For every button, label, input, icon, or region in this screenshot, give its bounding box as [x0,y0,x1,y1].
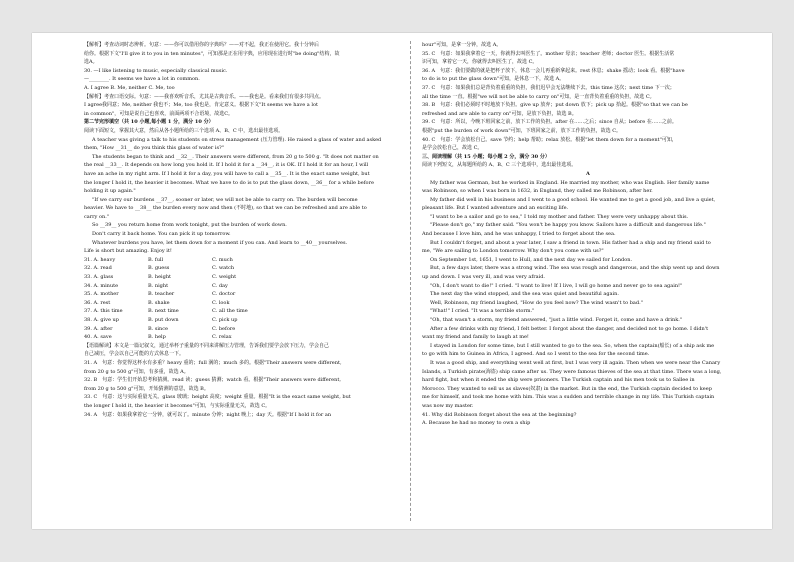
left-column-line: in common"，可知是说自己也喜欢，前面两项不合语境，故选C。 [84,110,234,117]
option-row [84,299,398,308]
option-choice: B. put down [148,317,179,323]
left-explanation-block [84,342,398,419]
option-choice: C. pick up [212,317,238,323]
option-choice: B. help [148,334,166,341]
option-choice: C. day [212,282,228,289]
right-column-line: 35. C 句意：如果我拿着它一天，你就得去叫医生了。mother 母亲；teacher 老师；doctor 医生。根据生活常 [422,50,675,57]
option-row [84,307,398,316]
option-choice: B. full [148,256,164,263]
right-column-line: I stayed in London for some time, but I still wanted to go to the sea. So, when the captain(船长) of a ship ask me [430,342,715,349]
right-column-line: "Oh, I don't want to die!" I cried. "I want to live! If I live, I will go home and never go to sea again!" [430,282,683,289]
option-row [84,273,398,282]
option-choice: C. doctor [212,291,236,298]
left-column-line: 给你。根据下文"I'll give it to you in ten minutes"，可知那是正在用字典，应用现在进行时"be doing"结构，故 [84,50,340,57]
right-column-line: On September 1st, 1651, I went to Hull, and the next day we sailed for London. [430,256,633,263]
right-column-line: My father did well in his business and I went to a good school. He wanted me to get a good job, and live a quiet, [430,196,716,203]
right-column-line: My father was German, but he worked in England. He married my mother, who was English. Her family name [430,179,710,186]
option-choice: 36. A. rest [84,299,111,306]
right-column-line: "Please don't go," my father said. "You won't be happy you know. Sailors have a difficult and dangerous life." [430,222,706,229]
option-choice: C. all the time [212,308,248,315]
option-row [84,290,398,299]
left-column-line: Don't carry it back home. You can pick it up tomorrow. [92,231,231,238]
explanation-line: from 20 g to 500 g"可知，开始猜测的意思，故选 B。 [84,385,209,392]
left-column-line: A. I agree B. Me, neither C. Me, too [84,84,175,91]
option-choice: 40. A. save [84,334,112,341]
right-column-line: 是学会放松自己，故选 C。 [422,145,483,152]
right-column-line: was now my master. [422,402,474,409]
explanation-line: 【语篇解读】本文是一篇记叙文，通过举杯子重量的不同来讲解压力管理，告诉我们要学会放下压力，学会自己 [84,342,330,349]
left-column [84,41,398,523]
option-choice: C. watch [212,265,235,272]
right-column-line: 根据"put the burden of work down"可知，下班回家之前，放下工作的负担，故选 C。 [422,127,622,134]
explanation-line: 32. B 句意：学生们开始思考和猜测。read 读；guess 猜测；watch 看。根据"Their answers were different, [84,377,341,384]
left-column-line: them, "How __31__ do you think this glass of water is?" [84,145,225,152]
left-column-line: 选A。 [84,59,98,66]
explanation-line: 31. A 句意：你觉得这杯水有多重？heavy 重的；full 满的；much 多的。根据"Their answers were different, [84,359,342,366]
right-column-line: 阅读下列短文，从每题所给的 A、B、C 三个选项中，选出最佳选项。 [422,162,577,169]
left-column-line: "If we carry our burdens __37__, sooner or later, we will not be able to carry on. The burden will become [92,196,358,203]
right-column-line: "I want to be a sailor and go to sea," I told my mother and father. They were very unhappy about this. [430,213,689,220]
right-column-line: After a few drinks with my friend, I felt better. I forgot about the danger, and decided not to go home. I didn't [430,325,709,332]
option-row [84,325,398,334]
right-column-line: 40. C 句意：学会放松自己。save 节约；help 帮助；relax 放松。根据"let them down for a moment"可知， [422,136,677,143]
right-column-line: me for himself, and took me home with him. This was a sudden and terrible change in my life. This Turkish captain [422,394,715,401]
left-column-line: holding it up again." [84,188,136,195]
right-column-line: hour"可知，是拿一分钟，故选 A。 [422,42,502,48]
options-table [84,256,398,342]
right-column-line: But I couldn't forget, and about a year later, I saw a friend in town. His father had a ship and my friend said to [430,239,711,246]
explanation-line: the longer I hold it, the heavier it becomes"可知，与实际重量无关，故选 C。 [84,402,271,409]
left-column-line: Whatever burdens you have, let them down for a moment if you can. And learn to __40__ yourselves. [92,239,348,246]
option-row [84,256,398,265]
right-column-line: Islands, a Turkish pirate(海盗) ship came after us. They were famous thieves of the sea at that time. There was a long, [422,368,722,375]
left-column-line: The students began to think and __32__. Their answers were different, from 20 g to 500 g. "It does not matter on [92,153,379,160]
right-column-line: A [586,170,590,177]
right-column-line: refreshed and are able to carry on"可知，是放下负担，故选 B。 [422,110,577,117]
left-column-line: 第二节完形填空（共 10 小题,每小题 1 分，满分 10 分） [84,119,214,126]
document-page [32,33,772,529]
right-column-line: 41. Why did Robinson forget about the sea at the beginning? [422,411,577,418]
option-choice: C. weight [212,274,237,281]
option-choice: B. since [148,325,168,332]
option-choice: 37. A. this time [84,308,123,315]
explanation-line: 自己减压，学会以自己可能的方式休息一下。 [84,351,185,358]
right-column-line: It was a good ship, and everything went well at first, but I was very ill again. Then when we were near the Canary [430,359,721,366]
left-column-line: I agree我同意；Me, neither 我也不；Me, too 我也是，肯定意义。根据下文"It seems we have a lot [84,102,318,109]
option-choice: C. relax [212,334,232,341]
option-choice: B. guess [148,265,170,272]
right-column-line: 39. C 句意：所以，今晚下班回家之前，放下工作的负担。after 在……之后；since 自从；before 在……之前。 [422,119,677,126]
option-choice: 38. A. give up [84,317,119,323]
left-column-line: carry on." [84,213,110,220]
option-choice: 39. A. after [84,325,113,332]
option-choice: B. night [148,282,169,289]
right-column-line: all the time 一直。根据"we will not be able to carry on"可知，是一直背负着重重的负担，故选 C。 [422,93,655,100]
right-column-line: hard fight, but when it ended the ship were prisoners. The Turkish captain and his men took us to Sallee in [422,377,695,384]
left-column-line: 阅读下面短文，掌握其大意，然后从各小题所给的三个选项 A、B、C 中，选出最佳选项。 [84,127,284,134]
option-choice: 31. A. heavy [84,256,116,263]
option-choice: B. next time [148,308,179,315]
left-column-line: 【解析】考查口语交际。句意：——我喜欢听音乐，尤其是古典音乐。——我也是。看来我们有很多共同点。 [84,93,325,100]
right-column-line: 三、阅读理解（共 15 小题；每小题 2 分，满分 30 分） [422,153,550,160]
right-column-line: was Robinson, so when I was born in 1632, in England, they called me Robinson, after her. [422,188,653,195]
right-column-line: want my friend and family to laugh at me! [422,334,529,341]
option-choice: C. before [212,325,236,332]
option-choice: C. much [212,256,233,263]
right-column-line: The next day the wind stopped, and the sea was quiet and beautiful again. [430,291,619,298]
option-row [84,333,398,342]
option-choice: B. shake [148,299,170,306]
left-column-line: 【解析】考查动词时态辨析。句意：——你可以借用你的字典吗？——对不起，我正在使用它。我十分钟后 [84,42,320,48]
right-column [422,41,754,523]
left-column-line: A teacher was giving a talk to his students on stress management (压力管理). He raised a glass of water and asked [92,136,382,143]
right-column-line: pleasant life. But I wanted adventure and an exciting life. [422,205,569,212]
left-column-line: 30. —I like listening to music, especially classical music. [84,67,228,74]
left-column-line: the real __33__. It depends on how long you hold it. If I hold it for a __34__, it is OK. If I hold it for an hour, I will [84,162,369,169]
right-column-line: 37. C 句意：如果我们总是背负着重重的负担，我们迟早会无法继续下去。this time 这次；next time 下一次； [422,84,675,91]
option-row [84,282,398,291]
column-divider [410,41,411,521]
left-column-line: Life is short but amazing. Enjoy it! [84,248,172,255]
left-column-line: the longer I hold it, the heavier it becomes. What we have to do is to put the glass down, __36__ for a while before [84,179,374,186]
right-column-line: me, "We are sailing to London tomorrow. Why don't you come with us?" [422,248,604,255]
right-column-line: "What!" I cried. "It was a terrible storm." [430,308,535,315]
left-column-line: heavier. We have to __38__ the burden every now and then (不时地), so that we can be refreshed and are able to [84,205,367,212]
right-column-line: up and down. I was very ill, and was very afraid. [422,274,546,281]
option-choice: B. height [148,274,172,281]
explanation-line: 33. C 句意：这与实际重量无关。glass 玻璃；height 高度；weight 重量。根据"It is the exact same weight, but [84,394,351,401]
option-choice: B. teacher [148,291,175,298]
option-choice: 35. A. mother [84,291,119,298]
option-choice: C. look [212,299,230,306]
right-column-line: Morocco. They wanted to sell us as slaves(奴隶) in the market. But in the end, the Turkish captain decided to keep [422,385,712,392]
left-column-line: So __39__ you return home from work tonight, put the burden of work down. [92,222,287,229]
option-row [84,316,398,325]
explanation-line: 34. A 句意：如果我拿着它一分钟，就可以了。minute 分钟；night 晚上；day 天。根据"If I hold it for an [84,411,332,418]
explanation-line: from 20 g to 500 g"可知，有多重，故选 A。 [84,368,189,375]
left-column-line: —________. It seems we have a lot in common. [84,76,200,83]
right-column-line: to do is to put the glass down"可知，是休息一下，故选 A。 [422,76,565,83]
right-column-line: And because I love him, and he was unhappy, I tried to forget about the sea. [422,231,616,238]
right-column-line: 识可知，拿着它一天，你就得去叫医生了，故选 C。 [422,59,538,66]
option-row [84,264,398,273]
right-column-line: A. Because he had no money to own a ship [422,420,531,427]
right-column-line: to go with him to Guinea in Africa, I agreed. And so I went to the sea for the second time. [422,351,650,358]
left-column-line: have an ache in my right arm. If I hold it for a day, you will have to call a __35__. It is the exact same weight, but [84,170,370,177]
right-column-line: 38. B 句意：我们必须时不时地放下负担。give up 放弃；put down 放下；pick up 拾起。根据"so that we can be [422,102,688,109]
option-choice: 34. A. minute [84,282,119,289]
option-choice: 33. A. glass [84,274,114,281]
right-column-line: "Oh, that wasn't a storm, my friend answered, "just a little wind. Forget it, come and have a drink." [430,317,683,323]
right-column-line: Well, Robinson, my friend laughed, "How do you feel now? The wind wasn't to bad." [430,299,643,306]
right-column-line: But, a few days later, there was a strong wind. The sea was rough and dangerous, and the ship went up and down [430,265,720,272]
right-column-line: 36. A 句意：我们要做的就是把杯子放下，休息一会儿再重新拿起来。rest 休息；shake 摇动；look 看。根据"have [422,67,685,74]
option-choice: 32. A. read [84,265,112,272]
left-text-block [84,41,398,256]
